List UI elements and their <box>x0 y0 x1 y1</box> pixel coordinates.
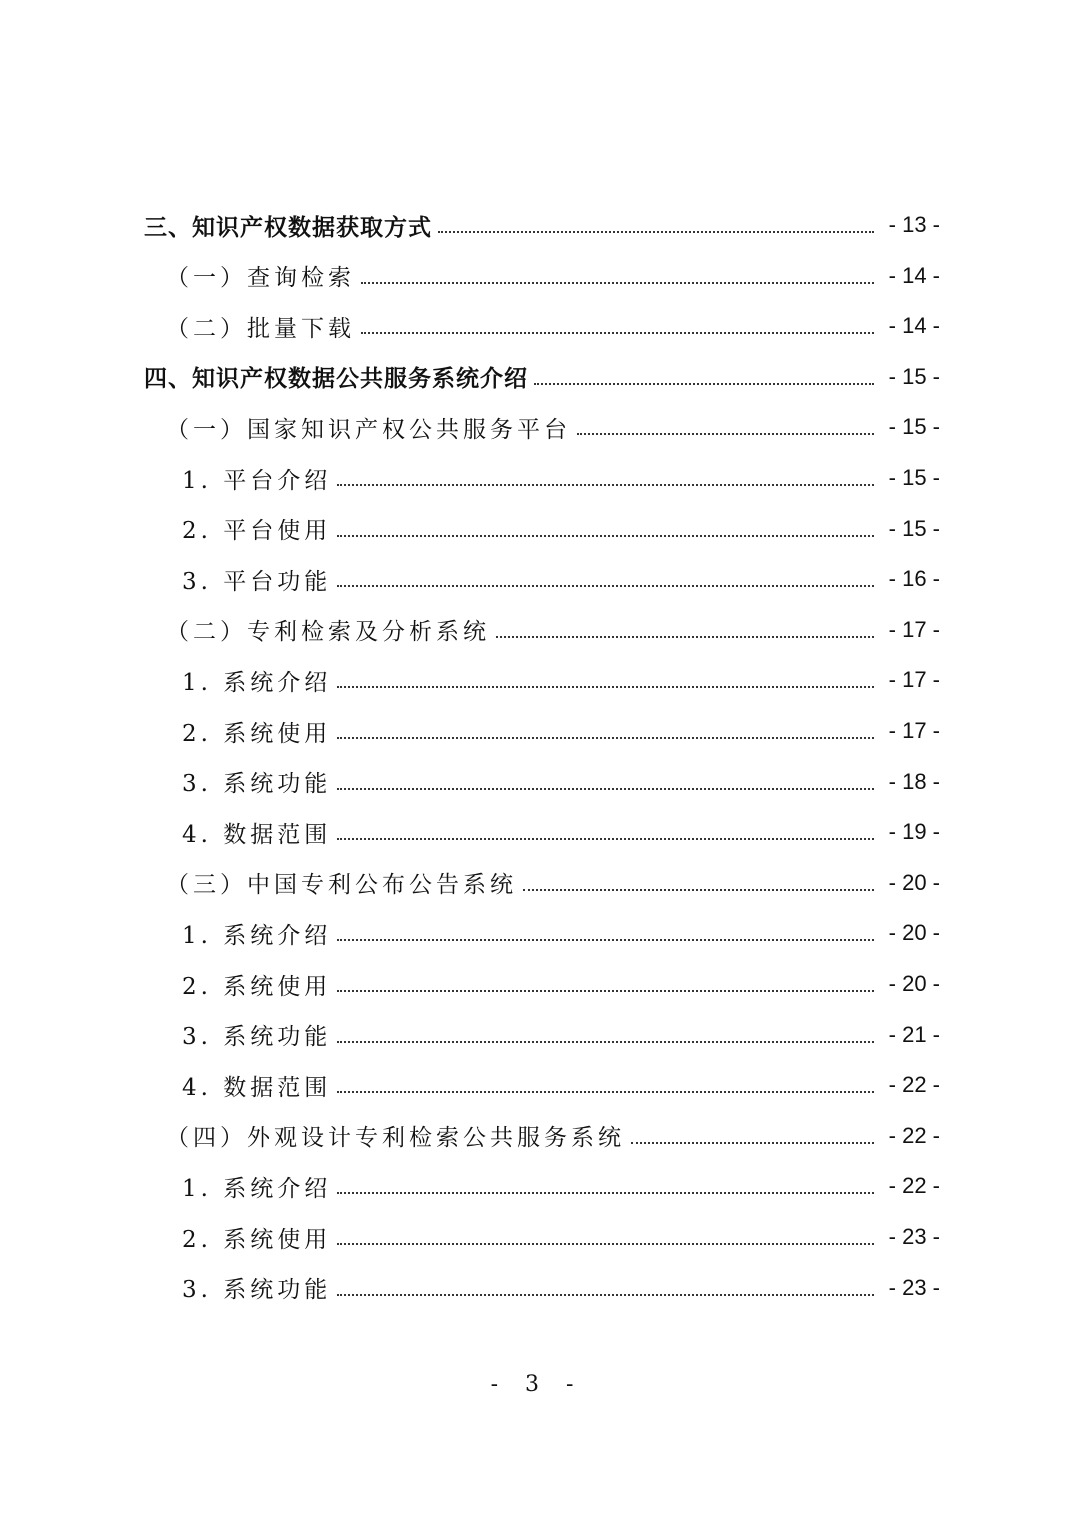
dot-leader <box>337 1243 874 1245</box>
dot-leader <box>337 838 874 840</box>
toc-entry-page: - 17 - <box>888 616 940 642</box>
toc-entry-label: 1. 系统介绍 <box>182 1175 332 1202</box>
dot-leader <box>337 686 874 688</box>
toc-entry[interactable] <box>0 858 1074 908</box>
toc-entry[interactable] <box>0 655 1074 705</box>
toc-entry-label: 1. 平台介绍 <box>182 467 332 494</box>
toc-entry-page: - 22 - <box>888 1072 940 1098</box>
toc-entry-label: 3. 系统功能 <box>182 1277 332 1304</box>
dot-leader <box>337 484 874 486</box>
dot-leader <box>361 282 874 284</box>
dot-leader <box>534 383 874 385</box>
toc-entry-page: - 22 - <box>888 1173 940 1199</box>
toc-entry-page: - 23 - <box>888 1274 940 1300</box>
toc-entry-label: 4. 数据范围 <box>182 1074 332 1101</box>
dot-leader <box>337 1091 874 1093</box>
toc-entry-page: - 23 - <box>888 1224 940 1249</box>
toc-entry[interactable] <box>0 605 1074 655</box>
toc-entry-label: 3. 系统功能 <box>182 771 332 798</box>
toc-entry-label: （一）查询检索 <box>166 265 355 292</box>
dot-leader <box>337 1041 874 1043</box>
dot-leader <box>523 889 874 891</box>
dot-leader <box>577 433 874 435</box>
toc-entry-label: 1. 系统介绍 <box>182 922 332 949</box>
toc-entry-label: 4. 数据范围 <box>182 821 332 848</box>
toc-entry[interactable] <box>0 1212 1074 1262</box>
toc-entry[interactable] <box>0 402 1074 452</box>
toc-entry-label: 2. 系统使用 <box>182 973 332 1000</box>
toc-entry-page: - 17 - <box>888 667 940 693</box>
toc-entry-label: 3. 系统功能 <box>182 1024 332 1051</box>
toc-entry-label: （三）中国专利公布公告系统 <box>166 872 517 899</box>
toc-entry-page: - 15 - <box>888 515 940 541</box>
toc-entry[interactable] <box>0 1060 1074 1110</box>
toc-entry-page: - 20 - <box>888 920 940 946</box>
dot-leader <box>361 332 874 334</box>
toc-entry-label: 2. 系统使用 <box>182 1226 332 1253</box>
toc-entry-page: - 13 - <box>888 212 940 237</box>
toc-entry-page: - 15 - <box>888 465 940 490</box>
toc-entry-label: 2. 系统使用 <box>182 720 332 747</box>
toc-entry-page: - 15 - <box>888 363 940 389</box>
toc-entry-page: - 15 - <box>888 414 940 440</box>
toc-entry[interactable] <box>0 908 1074 958</box>
toc-entry-label: 1. 系统介绍 <box>182 669 332 696</box>
toc-entry[interactable] <box>0 807 1074 857</box>
toc-entry-label: 3. 平台功能 <box>182 568 332 595</box>
toc-entry-label: （四）外观设计专利检索公共服务系统 <box>166 1125 625 1152</box>
toc-entry[interactable] <box>0 554 1074 604</box>
toc-entry-page: - 20 - <box>888 869 940 895</box>
dot-leader <box>631 1142 874 1144</box>
toc-entry-page: - 14 - <box>888 262 940 288</box>
dot-leader <box>438 231 874 233</box>
toc-entry-page: - 18 - <box>888 768 940 794</box>
toc-entry-label: 三、知识产权数据获取方式 <box>144 214 432 241</box>
dot-leader <box>496 636 874 638</box>
toc-entry-label: 四、知识产权数据公共服务系统介绍 <box>144 366 528 393</box>
toc-entry[interactable] <box>0 504 1074 554</box>
dot-leader <box>337 1192 874 1194</box>
toc-entry[interactable] <box>0 301 1074 351</box>
toc-entry[interactable] <box>0 1111 1074 1161</box>
toc-entry[interactable] <box>0 1263 1074 1313</box>
toc-entry[interactable] <box>0 959 1074 1009</box>
toc-entry[interactable] <box>0 706 1074 756</box>
toc-entry-label: （二）专利检索及分析系统 <box>166 619 490 646</box>
toc-entry[interactable] <box>0 200 1074 250</box>
toc-entry-page: - 20 - <box>888 971 940 996</box>
toc-entry-page: - 22 - <box>888 1122 940 1148</box>
toc-entry[interactable] <box>0 1010 1074 1060</box>
dot-leader <box>337 535 874 537</box>
toc-entry-label: （二）批量下载 <box>166 315 355 342</box>
dot-leader <box>337 788 874 790</box>
toc-entry-label: 2. 平台使用 <box>182 518 332 545</box>
toc-entry-page: - 17 - <box>888 718 940 743</box>
toc-entry-page: - 19 - <box>888 819 940 845</box>
dot-leader <box>337 585 874 587</box>
dot-leader <box>337 1294 874 1296</box>
toc-entry[interactable] <box>0 757 1074 807</box>
toc-entry-label: （一）国家知识产权公共服务平台 <box>166 416 571 443</box>
toc-entry-page: - 14 - <box>888 313 940 339</box>
toc-entry[interactable] <box>0 1161 1074 1211</box>
toc-entry-page: - 16 - <box>888 566 940 592</box>
toc-entry[interactable] <box>0 251 1074 301</box>
toc-entry[interactable] <box>0 352 1074 402</box>
toc-entry[interactable] <box>0 453 1074 503</box>
toc-entry-page: - 21 - <box>888 1021 940 1047</box>
page-number: - 3 - <box>490 1372 584 1397</box>
dot-leader <box>337 939 874 941</box>
dot-leader <box>337 737 874 739</box>
dot-leader <box>337 990 874 992</box>
